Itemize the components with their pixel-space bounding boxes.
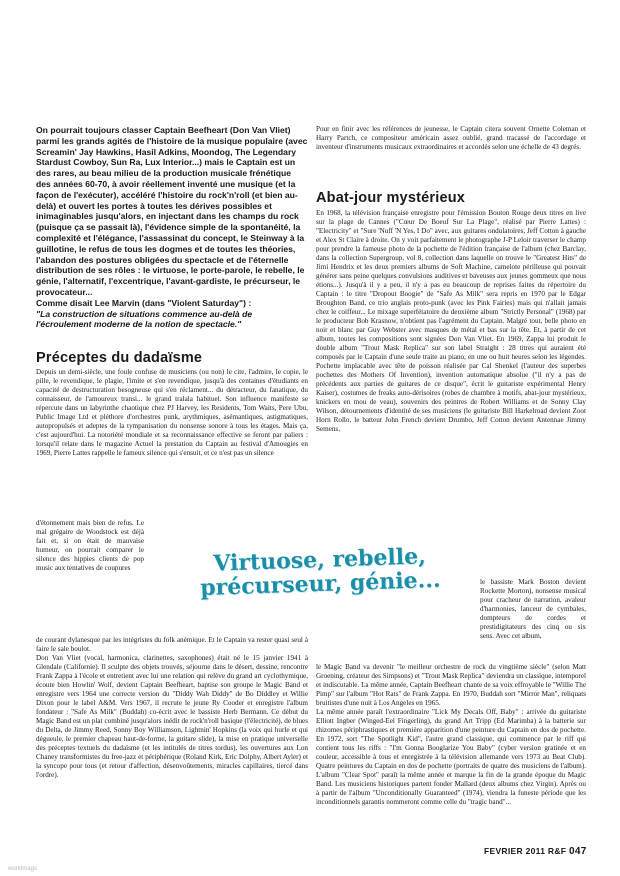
section1-text-2: de courant dylanesque par les intégristes du folk anémique. Et le Captain va rester quasi seul à faire le sale boulot. <box>36 636 308 653</box>
footer-date: FEVRIER 2011 <box>484 846 546 856</box>
page-footer <box>484 846 587 857</box>
quote-text: "La construction de situations commence au-delà de l'écroulement moderne de la notion de spectacle." <box>36 308 253 330</box>
pull-quote: Virtuose, rebelle, précurseur, génie... <box>199 543 441 602</box>
section2-narrow-column <box>480 578 586 641</box>
intro-paragraph <box>36 125 308 330</box>
quote-intro: Comme disait Lee Marvin (dans "Violent Saturday") : <box>36 297 252 308</box>
footer-brand: R&F <box>547 846 567 856</box>
section1-narrow-column <box>36 519 144 573</box>
section-title-preceptes: Préceptes du dadaïsme <box>36 350 203 366</box>
section1-text-3: Don Van Vliet (vocal, harmonica, clarinettes, saxophones) était né le 15 janvier 1941 à Glendale (Californie). Il sculpte des objets trouvés, séjourne dans le désert, dessine, rencontre Frank Zappa à l'école et entretient avec lui une relation qui relève du grand art cyclothymique, écoute bien Howlin' Wolf, devient Captain Beefheart, baptise son groupe le Magic Band et enregistre vers 1964 une correcte version du "Diddy Wah Diddy" de Bo Diddley et Willie Dixon pour le label A&M. Vers 1967, il recrute le jeune Ry Cooder et enregistre l'album fondateur : "Safe As Milk" (Buddah) co-écrit avec le bassiste Herb Bermann. Ce début du Magic Band est un plat combiné jusqu'alors inédit de rock'n'roll basique (l'électricité), de blues du Delta, de Jimmy Reed, Sonny Boy Williamson, Lightnin' Hopkins (la voix qui hurle et qui dégueule, le premier chapeau haut-de-forme, la guitare slide), la mise en pratique universelle des préceptes textuels du dadaïsme (et les intitulés de titres tordus), les ouvertures aux Lon Chaney transformistes du free-jazz et périphérique (Roland Kirk, Eric Dolphy, Albert Ayler) et la syncope pour tous (et retour d'affection, désenvoûtements, miracles capillaires, tiercé dans l'ordre). <box>36 654 308 779</box>
intro-text: On pourrait toujours classer Captain Beefheart (Don Van Vliet) parmi les grands agités de l'histoire de la musique populaire (avec Screamin' Jay Hawkins, Hasil Adkins, Moondog, The Legendary Stardust Cowboy, Sun Ra, Lux Interior...) mais le Captain est un des rares, au beau milieu de la production musicale frénétique des années 60-70, à avoir réellement inventé une musique (et la façon de l'exécuter), accéléré l'histoire du rock'n'roll (et bien au-delà) et ouvert les portes à toutes les dérives possibles et inimaginables jusqu'alors, en injectant dans les champs du rock (puisque ça se passait là), l'évidence simple de la spontanéité, la complexité et l'élégance, l'assassinat du concept, le Steinway à la guillotine, le refus de tous les dogmes et de toutes les théories, l'abandon des postures obligées du spectacle et de l'éternelle distribution de ses rôles : le virtuose, le porte-parole, le rebelle, le génie, l'alternatif, l'excentrique, l'avant-gardiste, le précurseur, le provocateur... <box>36 125 308 297</box>
section1-text-1: Depuis un demi-siècle, une foule confuse de musiciens (ou non) le cite, l'admire, le copie, le pille, le revendique, le plagie, l'imite et s'en revendique, jusqu'à des centaines d'étudiants en capacité de destructuration besogneuse qui s'en réclament... du détracteur, du fanatique, du connaisseur, de l'amoureux transi... le grand tralala habituel. Son influence manifeste se répercute dans un labyrinthe chaotique chez PJ Harvey, les Residents, Tom Waits, Pere Ubu, Public Image Ltd et pléthore d'orchestres punk, arythmiques, asémantiques, astigmatiques, autopropulsés et adeptes de la tympanisation du nonsense sonore à tous les étages. Mais ça, c'est aujourd'hui. La notoriété mondiale et sa reconnaissance effective se feront par paliers : lorsqu'il relate dans le magazine Actuel la prestation du Captain au festival d'Amougies en 1969, Pierre Lattes rappelle le fameux silence qui s'ensuit, et ce n'est pas un silence <box>36 368 308 457</box>
section1-paragraph-2 <box>36 636 308 780</box>
right-top-paragraph <box>316 125 586 152</box>
watermark: worldmags <box>8 866 38 872</box>
section2-narrow-text: le bassiste Mark Boston devient Rockette Morton), nonsense musical pour cracheur de narration, avaleur d'harmonies, lanceur de cymbales, dompteurs de cordes et prestidigitateurs des cinq ou six sens. Avec cet album, <box>480 578 586 640</box>
section2-paragraph-2 <box>316 663 586 807</box>
section2-text-2: le Magic Band va devenir "le meilleur orchestre de rock du vingtième siècle" (selon Matt Groening, créateur des Simpsons) et "Trout Mask Replica" deviendra un classique, intemporel et indiscutable. La même année, Captain Beefheart chante de sa voix effroyable le "Willie The Pimp" sur l'album "Hot Rats" de Frank Zappa. En 1970, Buddah sort "Mirror Man", reliquats bruitistes d'une nuit à Los Angeles en 1965. <box>316 663 586 707</box>
right-top-text: Pour en finir avec les références de jeunesse, le Captain citera souvent Ornette Coleman et Harry Partch, ce compositeur américain assez oublié, grand tracassé de l'accordage et inventeur d'instruments musicaux extraordinaires et accordés selon une échelle de 43 degrés. <box>316 125 586 151</box>
page-number: 047 <box>568 846 587 857</box>
section1-narrow-text: d'étonnement mais bien de refus. Le mal grégaire de Woodstock est déjà fait et, si on était de mauvaise humeur, on pourrait comparer le silence des hippies clients de pop music aux tentatives de coupures <box>36 519 144 572</box>
section2-paragraph-1 <box>316 209 586 434</box>
section2-text-1: En 1968, la télévision française enregistre pour l'émission Bouton Rouge deux titres en live sur la plage de Cannes ("Cœur De Boeuf Sur La Plage", réalisé par Pierre Lattes) : "Electricity" et "Sure 'Nuff 'N Yes, I Do" avec, aux guitares ondulatoires, Jeff Cotton à gauche et Alex St Claire à droite. On y voit parfaitement le photographe J-P Leloir traverser le champ pour prendre la fameuse photo de la pochette de l'édition française de l'album (chez Barclay, dans la collection Supergroup, vol 8, collection dans laquelle on trouve le "Greatest Hits" de Jimi Hendrix et les deux premiers albums de Soft Machine, camelote périlleuse qui pouvait générer sans peine quelques convulsions auditives et baveuses aux jeunes gommeux que nous étions...). Jusqu'à il y a peu, il n'y a pas eu beaucoup de reprises faites du répertoire du Captain : le titre "Dropout Boogie" de "Safe As Milk" sera repris en 1970 par le Edgar Broughton Band, ce trio anglais proto-punk (avec les Pink Fairies) mais qui n'allait jamais chez le coiffeur... Le mixage superfétatoire du deuxième album "Strictly Personal" (1968) par le producteur Bob Krasnow, n'obtient pas l'agrément du Captain. Malgré tout, belle photo en noir et blanc par Guy Webster avec masques de métal et bas sur la tête. Et, à partir de cet album, toutes les compositions sont signées Don Van Vliet. En 1969, Zappa lui produit le double album "Trout Mask Replica" sur son label Straight : 28 titres qui auraient été composés par le Captain d'une seule traite au piano, en une ou huit heures selon les légendes. Pochette implacable avec tête de poisson réalisée par Cal Shenkel (l'auteur des superbes pochettes des Mothers Of Invention), invention automatique absolue ("il n'y a pas de précédents aux parties de guitares de ce disque", écrit le guitariste expérimental Henry Kaiser), costumes de freaks auto-dérisoires (robes de chambre à motifs, abat-jour mystérieux, knickers en mou de veau), souvenirs des peintres de Robert Williams et de Sonny Clay Wilson, détournements d'identité de ses musiciens (le guitariste Bill Harkelroad devient Zoot Horn Rollo, le batteur John French devient Drumbo, Jeff Cotton devient Antennae Jimmy Semens, <box>316 209 586 433</box>
section1-paragraph-1 <box>36 368 308 458</box>
section-title-abat-jour: Abat-jour mystérieux <box>316 190 466 206</box>
section2-text-3: La même année paraît l'extraordinaire "Lick My Decals Off, Baby" : arrivée du guitariste Elliott Ingber (Winged-Eel Fingerling), du grand Art Tripp (Ed Marimba) à la batterie sur rhizomes périphrastiques et première apparition d'une peinture du Captain en dos de pochette. En 1972, sort "The Spotlight Kid", l'autre grand classique, qui commence par le riff qui contient tous les riffs : "I'm Gonna Booglarize You Baby" (cyber version gratinée et en couleur, accessible à tous et enregistrée à la télévision allemande vers 1973 au Beat Club). Quatre peintures du Captain en dos de pochette (portraits de quatre des musiciens de l'album). L'album "Clear Spot" paraît la même année et marque la fin de la grande époque du Magic Band. Les musiciens historiques partent fonder Mallard (deux albums chez Virgin). Après ou à partir de l'album "Unconditionally Guaranteed" (1974), viendra la funeste période que les inconditionnels garantis nommeront comme celle du "tragic band"... <box>316 708 586 806</box>
